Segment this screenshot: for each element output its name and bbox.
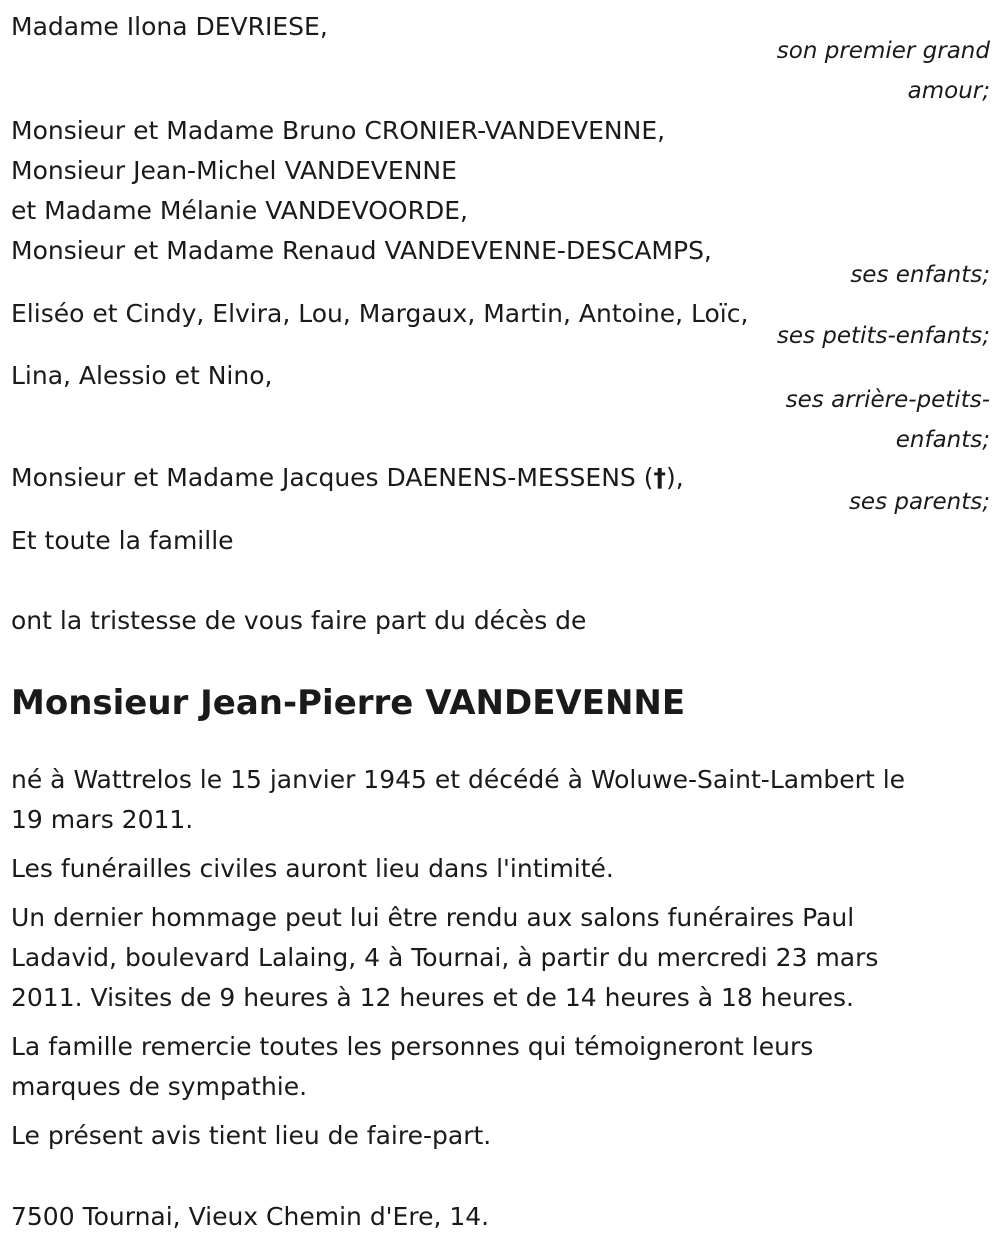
birth-death-paragraph (11, 760, 990, 840)
thanks-line-2: marques de sympathie. (11, 1072, 308, 1101)
notice-paragraph: Le présent avis tient lieu de faire-part. (11, 1121, 492, 1150)
announcement-text: ont la tristesse de vous faire part du décès de (11, 606, 587, 635)
tribute-line-2: Ladavid, boulevard Lalaing, 4 à Tournai, à partir du mercredi 23 mars (11, 943, 879, 972)
parents-names-after: ), (666, 463, 684, 492)
tribute-line-1: Un dernier hommage peut lui être rendu aux salons funéraires Paul (11, 903, 855, 932)
thanks-paragraph (11, 1027, 990, 1107)
children-role: ses enfants; (850, 262, 990, 288)
great-grandchildren-role-line2: enfants; (895, 427, 990, 453)
address: 7500 Tournai, Vieux Chemin d'Ere, 14. (11, 1202, 490, 1231)
parents-names-before: Monsieur et Madame Jacques DAENENS-MESSENS ( (11, 463, 654, 492)
thanks-line-1: La famille remercie toutes les personnes qui témoigneront leurs (11, 1032, 814, 1061)
funeral-paragraph: Les funérailles civiles auront lieu dans l'intimité. (11, 854, 614, 883)
parents-role: ses parents; (848, 489, 990, 515)
child-line-4: Monsieur et Madame Renaud VANDEVENNE-DESCAMPS, (11, 236, 712, 265)
great-grandchildren-names: Lina, Alessio et Nino, (11, 361, 273, 390)
deceased-name: Monsieur Jean-Pierre VANDEVENNE (11, 683, 686, 723)
birth-death-line-2: 19 mars 2011. (11, 805, 194, 834)
tribute-line-3: 2011. Visites de 9 heures à 12 heures et de 14 heures à 18 heures. (11, 983, 854, 1012)
cross-icon: † (653, 463, 666, 492)
child-line-1: Monsieur et Madame Bruno CRONIER-VANDEVENNE, (11, 116, 666, 145)
tribute-paragraph (11, 898, 990, 1018)
partner-name: Madame Ilona DEVRIESE, (11, 12, 328, 41)
child-line-2: Monsieur Jean-Michel VANDEVENNE (11, 156, 457, 185)
partner-role-line2: amour; (907, 78, 990, 104)
grandchildren-names: Eliséo et Cindy, Elvira, Lou, Margaux, Martin, Antoine, Loïc, (11, 299, 749, 328)
others-family: Et toute la famille (11, 526, 234, 555)
partner-role-line1: son premier grand (776, 38, 990, 64)
birth-death-line-1: né à Wattrelos le 15 janvier 1945 et décédé à Woluwe-Saint-Lambert le (11, 765, 906, 794)
great-grandchildren-role-line1: ses arrière-petits- (785, 387, 990, 413)
child-line-3: et Madame Mélanie VANDEVOORDE, (11, 196, 468, 225)
grandchildren-role: ses petits-enfants; (776, 323, 990, 349)
